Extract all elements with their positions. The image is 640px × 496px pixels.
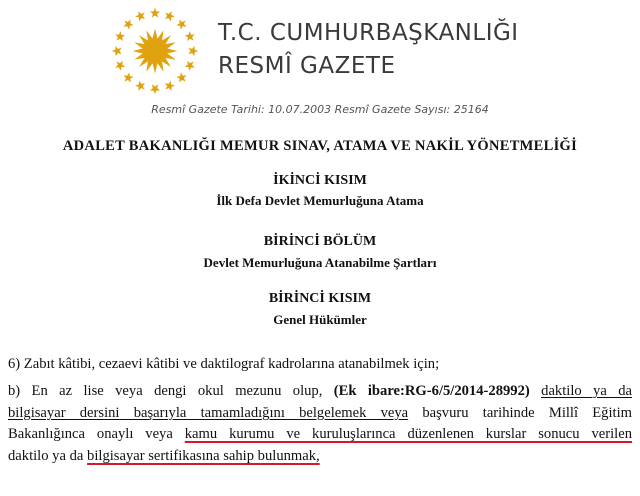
clause-b-text: başvuru tarihinde Millî Eğitim bbox=[422, 404, 632, 421]
emblem-star bbox=[115, 31, 125, 41]
section-subheading-3: Genel Hükümler bbox=[273, 312, 367, 327]
sun-emblem-with-stars-icon bbox=[110, 6, 200, 96]
clause-b bbox=[8, 381, 632, 467]
clause-b-text: Bakanlığınca onaylı veya bbox=[8, 426, 173, 443]
section-subheading-2: Devlet Memurluğuna Atanabilme Şartları bbox=[203, 255, 437, 270]
header-title-line2: RESMÎ GAZETE bbox=[218, 53, 396, 79]
emblem-star bbox=[176, 72, 186, 82]
underlined-phrase: daktilo ya da bbox=[541, 383, 632, 399]
regulation-title: ADALET BAKANLIĞI MEMUR SINAV, ATAMA VE NAKİL YÖNETMELİĞİ bbox=[62, 138, 578, 154]
section-heading-1: İKİNCİ KISIM bbox=[273, 173, 367, 188]
section-heading-3: BİRİNCİ KISIM bbox=[268, 291, 372, 306]
clause-b-text: daktilo ya da bbox=[8, 447, 84, 464]
clause-6: 6) Zabıt kâtibi, cezaevi kâtibi ve daktilograf kadrolarına atanabilmek için; bbox=[8, 356, 440, 372]
clause-b-text: b) En az lise veya dengi okul mezunu olup, bbox=[8, 383, 323, 399]
emblem-star bbox=[135, 81, 145, 91]
emblem-star bbox=[150, 84, 160, 94]
emblem-star bbox=[115, 61, 125, 71]
section-heading-2: BİRİNCİ BÖLÜM bbox=[263, 234, 377, 249]
section-subheading-1: İlk Defa Devlet Memurluğuna Atama bbox=[216, 193, 424, 208]
emblem-star bbox=[188, 46, 198, 56]
highlighted-phrase: bilgisayar sertifikasına sahip bulunmak, bbox=[87, 447, 320, 464]
emblem-star bbox=[185, 31, 195, 41]
emblem-star bbox=[150, 8, 160, 18]
header-title-line1: T.C. CUMHURBAŞKANLIĞI bbox=[218, 20, 519, 46]
emblem-sun-disc bbox=[146, 42, 164, 60]
emblem-star bbox=[185, 61, 195, 71]
emblem-star bbox=[123, 72, 133, 82]
emblem-star bbox=[165, 81, 175, 91]
emblem-star bbox=[176, 19, 186, 29]
amendment-reference: (Ek ibare:RG-6/5/2014-28992) bbox=[333, 383, 530, 399]
emblem-star bbox=[165, 11, 175, 21]
emblem-star bbox=[123, 19, 133, 29]
gazette-info: Resmî Gazete Tarihi: 10.07.2003 Resmî Gazete Sayısı: 25164 bbox=[151, 103, 489, 116]
emblem-star bbox=[112, 46, 122, 56]
underlined-phrase: bilgisayar dersini başarıyla tamamladığını belgelemek veya bbox=[8, 404, 409, 421]
highlighted-phrase: kamu kurumu ve kuruluşlarınca düzenlenen kurslar sonucu verilen bbox=[184, 426, 632, 443]
emblem-star bbox=[135, 11, 145, 21]
